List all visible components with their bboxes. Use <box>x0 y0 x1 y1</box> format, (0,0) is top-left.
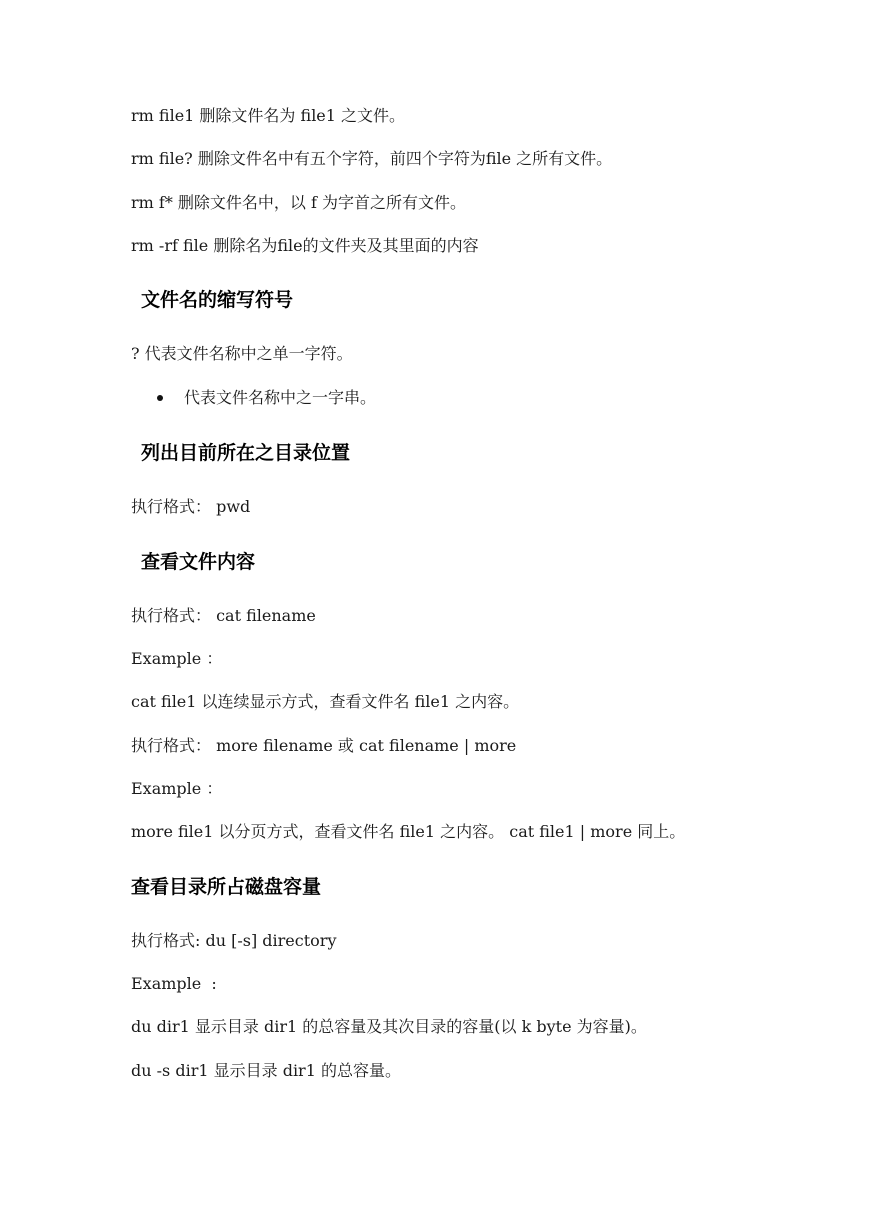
du-heading: 查看目录所占磁盘容量 <box>131 876 322 898</box>
question-wildcard-line: ? 代表文件名称中之单一字符。 <box>131 344 353 363</box>
pwd-format-line: 执行格式： pwd <box>131 497 251 516</box>
du-dir1-line: du dir1 显示目录 dir1 的总容量及其次目录的容量(以 k byte 为容量)。 <box>131 1017 647 1036</box>
du-example-label: Example : <box>131 974 217 993</box>
du-s-dir1-line: du -s dir1 显示目录 dir1 的总容量。 <box>131 1061 401 1080</box>
rm-rf-line: rm -rf file 删除名为file的文件夹及其里面的内容 <box>131 236 479 255</box>
more-example-label: Example ： <box>131 779 223 798</box>
bullet-dot-icon <box>157 395 163 401</box>
cat-example-label: Example ： <box>131 649 223 668</box>
cat-heading: 查看文件内容 <box>141 551 256 573</box>
more-example-line: more file1 以分页方式，查看文件名 file1 之内容。 cat file1 | more 同上。 <box>131 822 686 841</box>
rm-f-star-line: rm f* 删除文件名中，以 f 为字首之所有文件。 <box>131 193 467 212</box>
cat-format-line: 执行格式： cat filename <box>131 606 316 625</box>
pwd-heading: 列出目前所在之目录位置 <box>141 442 351 464</box>
wildcard-heading: 文件名的缩写符号 <box>141 289 294 311</box>
du-format-line: 执行格式: du [-s] directory <box>131 931 337 950</box>
star-wildcard-line: 代表文件名称中之一字串。 <box>184 388 377 407</box>
cat-example-line: cat file1 以连续显示方式，查看文件名 file1 之内容。 <box>131 692 520 711</box>
rm-file1-line: rm file1 删除文件名为 file1 之文件。 <box>131 106 406 125</box>
rm-file-question-line: rm file? 删除文件名中有五个字符，前四个字符为file 之所有文件。 <box>131 149 613 168</box>
more-format-line: 执行格式： more filename 或 cat filename | more <box>131 736 517 755</box>
